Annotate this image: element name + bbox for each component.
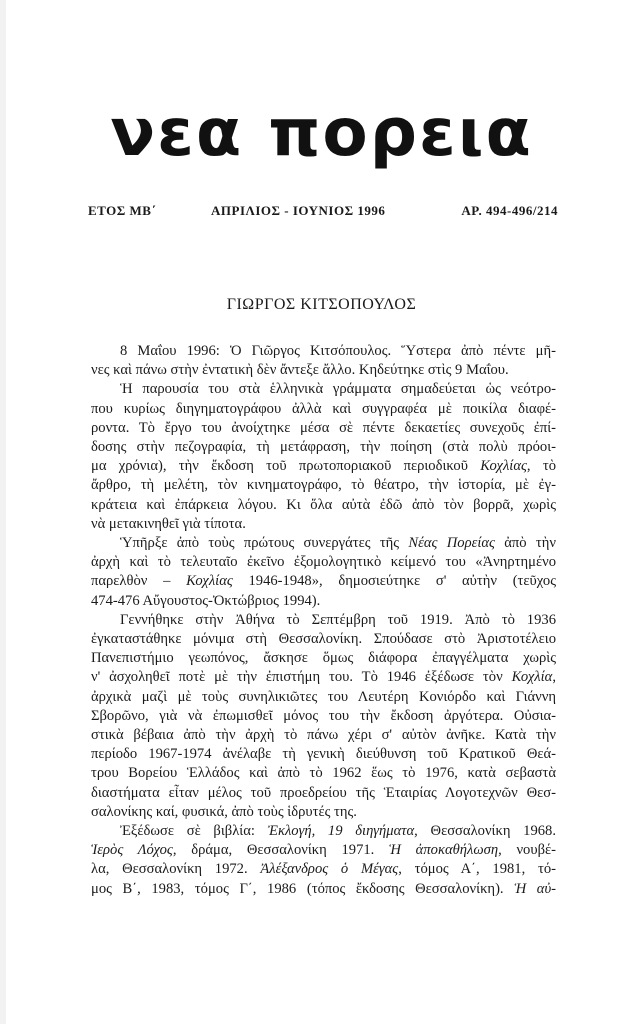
paragraph-5	[91, 822, 556, 899]
book-title-italic: Ἐκλογή, 19 διηγήματα	[267, 823, 415, 840]
text-run: , Θεσσαλονίκη 1968.	[414, 823, 556, 840]
text-line	[91, 457, 556, 476]
text-line: κράτεια καὶ ἐπάρκεια λόγου. Κι ὅλα αὐτὰ ἐδῶ ἀπὸ τὸν βορρᾶ, χωρὶς	[91, 496, 556, 513]
text-line: στικὰ βέβαια ἀπὸ τὴν ἀρχὴ τὸ πάνω χέρι σ' αὐτὸν ἀνῆκε. Κατὰ τὴν	[91, 727, 556, 744]
issue-period: ΑΠΡΙΛΙΟΣ - ΙΟΥΝΙΟΣ 1996	[211, 203, 386, 218]
text-line: Γεννήθηκε στὴν Ἀθήνα τὸ Σεπτέμβρη τοῦ 1919. Ἀπὸ τὸ 1936	[120, 611, 556, 628]
text-line: ἄρθρο, τὴ μελέτη, τὸν κινηματογράφο, τὸ θέατρο, τὴν ἱστορία, μὲ ἐγ-	[91, 477, 556, 494]
text-run: 1946-1948», δημοσιεύτηκε σ' αὐτὴν (τεῦχος	[232, 573, 557, 590]
text-line: ἐγκαταστάθηκε μόνιμα στὴ Θεσσαλονίκη. Σπούδασε στὸ Ἀριστοτέλειο	[91, 631, 556, 648]
text-line	[91, 668, 556, 687]
article-title: ΓΙΩΡΓΟΣ ΚΙΤΣΟΠΟΥΛΟΣ	[226, 296, 417, 313]
text-run: ,	[552, 669, 556, 686]
text-line: διαστήματα εἶταν μέλος τοῦ προεδρείου τῆς Ἑταιρίας Λογοτεχνῶν Θεσ-	[91, 784, 556, 801]
journal-title-italic: Νέας Πορείας	[408, 535, 495, 552]
text-line: τρου Βορείου Ἑλλάδος καὶ ἀπὸ τὸ 1962 ἕως τὸ 1976, κατὰ σεβαστὰ	[91, 765, 556, 782]
paragraph-4	[91, 611, 556, 822]
text-line	[91, 572, 556, 591]
text-line: ἀρχὴ καὶ τὸ τελευταῖο ἐκεῖνο ἐξομολογητικὸ κείμενό του «Ἀνηρτημένο	[91, 554, 556, 571]
journal-title-italic: Κοχλίας	[480, 458, 527, 475]
issue-number: ΑΡ. 494-496/214	[461, 203, 558, 218]
book-title-italic: Ἱερὸς Λόχος	[91, 842, 173, 859]
text-run: , δράμα, Θεσσαλονίκη 1971.	[172, 842, 390, 859]
text-line: νες καὶ πάνω στὴν ἐντατικὴ δὲν ἄντεξε ἄλλο. Κηδεύτηκε στὶς 9 Μαΐου.	[91, 362, 509, 379]
book-title-italic: Ἡ ἀποκαθήλωση	[389, 842, 499, 859]
text-line: δοσης στὴν πεζογραφία, τὴ μετάφραση, τὴν ποίηση (στὰ πολὺ πρόοι-	[91, 439, 556, 456]
text-line: ροντα. Τὸ ἔργο του ἀνοίχτηκε μέσα σὲ πέντε δεκαετίες συνεχοῦς ἐπί-	[91, 419, 556, 436]
text-run: ἀπὸ τὴν	[494, 535, 556, 552]
issue-info	[88, 203, 558, 221]
article-body	[91, 342, 556, 899]
text-run: , τόμος Α΄, 1981, τό-	[398, 861, 557, 878]
book-title-italic: Ἡ αὐ-	[514, 880, 556, 897]
text-line: Σβορῶνο, γιὰ νὰ ἐπωμισθεῖ μόνος του τὴν ἔκδοση ἀργότερα. Οὐσια-	[91, 707, 556, 724]
text-line: 8 Μαΐου 1996: Ὁ Γιῶργος Κιτσόπουλος. Ὕστερα ἀπὸ πέντε μῆ-	[120, 343, 556, 359]
text-run: Ἐξέδωσε σὲ βιβλία:	[120, 823, 268, 840]
text-line: περίοδο 1967-1974 ἀνέλαβε τὴ γενικὴ διεύθυνση τοῦ Κρατικοῦ Θεά-	[91, 746, 556, 763]
text-run: μος Β΄, 1983, τόμος Γ΄, 1986 (τόπος ἔκδοσης Θεσσαλονίκη).	[91, 880, 515, 897]
text-line: Πανεπιστήμιο γεωπόνος, ἄσκησε ὅμως διάφορα ἐπαγγέλματα χωρὶς	[91, 650, 556, 667]
text-run: , νουβέ-	[498, 842, 556, 859]
text-run: παρελθὸν –	[91, 573, 187, 590]
text-run: , τὸ	[526, 458, 556, 475]
text-line	[91, 841, 556, 860]
text-line: 474-476 Αὔγουστος-Ὀκτώβριος 1994).	[91, 592, 321, 609]
text-line: σαλονίκης καί, φυσικά, ἀπὸ τοὺς ἱδρυτές της.	[91, 803, 357, 820]
issue-year: ΕΤΟΣ ΜΒ΄	[88, 203, 157, 218]
journal-title-italic: Κοχλία	[511, 669, 553, 686]
paragraph-2	[91, 380, 556, 534]
text-run: μα χρόνια), τὴν ἔκδοση τοῦ πρωτοποριακοῦ περιοδικοῦ	[91, 458, 481, 475]
text-line	[91, 822, 556, 841]
book-title-italic: Ἀλέξανδρος ὁ Μέγας	[260, 861, 399, 878]
text-line: ἀρχικὰ μαζὶ μὲ τοὺς συνηλικιῶτες του Λευτέρη Κονιόρδο καὶ Γιάννη	[91, 688, 556, 705]
text-line: Ἡ παρουσία του στὰ ἑλληνικὰ γράμματα σημαδεύεται ὡς νεότρο-	[120, 381, 556, 398]
text-line	[91, 534, 556, 553]
journal-title-italic: Κοχλίας	[186, 573, 233, 590]
text-line: νὰ μετακινηθεῖ γιὰ τίποτα.	[91, 515, 246, 532]
text-run: Ὑπῆρξε ἀπὸ τοὺς πρώτους συνεργάτες τῆς	[120, 535, 409, 552]
paragraph-1	[91, 342, 556, 380]
journal-masthead: νεα πορεια	[110, 94, 533, 171]
text-run: λα, Θεσσαλονίκη 1972.	[91, 861, 261, 878]
text-line: που κυρίως διηγηματογράφου ἀλλὰ καὶ συγγραφέα μὲ ποικίλα διαφέ-	[91, 400, 556, 417]
paragraph-3	[91, 534, 556, 611]
text-run: ν' ἀσχοληθεῖ ποτὲ μὲ τὴν ἐπιστήμη του. Τὸ 1946 ἐξέδωσε τὸν	[91, 669, 512, 686]
text-line	[91, 860, 556, 879]
text-line	[91, 880, 556, 899]
